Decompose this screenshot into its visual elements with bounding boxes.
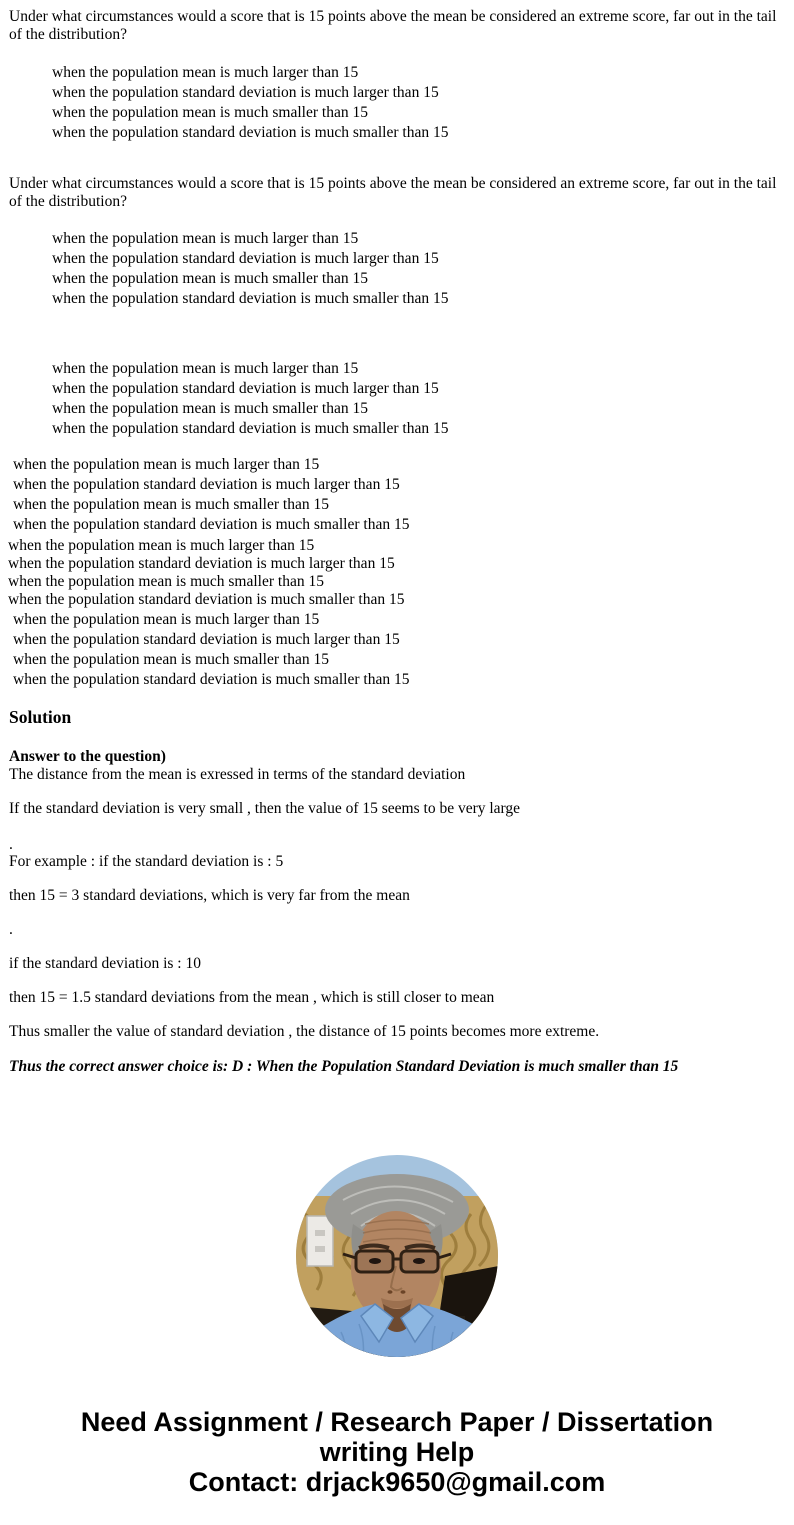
option-item: when the population standard deviation is much larger than 15 [13, 631, 400, 648]
footer-title: Need Assignment / Research Paper / Dissertation writing Help [80, 1406, 714, 1467]
option-item: when the population standard deviation is much larger than 15 [52, 84, 439, 101]
solution-paragraph: if the standard deviation is : 10 [9, 954, 201, 972]
option-item: when the population standard deviation is much larger than 15 [52, 380, 439, 397]
options-list [13, 610, 794, 690]
option-item: when the population mean is much larger than 15 [8, 537, 315, 554]
solution-paragraph: If the standard deviation is very small , then the value of 15 seems to be very large [9, 800, 521, 817]
option-item: when the population mean is much larger than 15 [13, 456, 320, 473]
options-list [52, 229, 794, 309]
answer-conclusion: Thus the correct answer choice is: D : When the Population Standard Deviation is much smaller than 15 [9, 1057, 679, 1075]
option-item: when the population mean is much smaller than 15 [13, 651, 329, 668]
solution-paragraph: then 15 = 1.5 standard deviations from the mean , which is still closer to mean [9, 988, 495, 1006]
option-item: when the population mean is much smaller than 15 [8, 573, 324, 590]
solution-heading: Solution [9, 707, 72, 727]
option-item: when the population standard deviation is much smaller than 15 [8, 591, 405, 608]
answer-heading: Answer to the question) [9, 748, 166, 765]
option-item: when the population standard deviation is much smaller than 15 [13, 671, 410, 688]
question-text: Under what circumstances would a score that is 15 points above the mean be considered an extreme score, far out in the tail of the distribution? [9, 8, 777, 43]
option-item: when the population mean is much smaller than 15 [13, 496, 329, 513]
option-item: when the population mean is much larger than 15 [52, 360, 359, 377]
switch-plate [307, 1216, 333, 1266]
solution-paragraph: . [9, 920, 13, 938]
options-list [8, 537, 794, 609]
option-item: when the population standard deviation is much smaller than 15 [52, 420, 449, 437]
question-text: Under what circumstances would a score that is 15 points above the mean be considered an extreme score, far out in the tail of the distribution? [9, 175, 777, 210]
option-item: when the population mean is much larger than 15 [13, 611, 320, 628]
option-item: when the population mean is much larger than 15 [52, 230, 359, 247]
option-item: when the population standard deviation is much smaller than 15 [52, 290, 449, 307]
option-item: when the population mean is much smaller than 15 [52, 104, 368, 121]
options-list [52, 63, 794, 143]
option-item: when the population mean is much smaller than 15 [52, 400, 368, 417]
tutor-portrait-image [295, 1154, 499, 1358]
option-item: when the population mean is much larger than 15 [52, 64, 359, 81]
solution-paragraph: then 15 = 3 standard deviations, which is very far from the mean [9, 886, 410, 904]
option-item: when the population standard deviation is much larger than 15 [8, 555, 395, 572]
option-item: when the population standard deviation is much smaller than 15 [13, 516, 410, 533]
options-list [13, 455, 794, 535]
footer [0, 1407, 794, 1525]
tutor-photo [0, 1154, 794, 1358]
options-list [52, 359, 794, 439]
footer-contact-email: Contact: drjack9650@gmail.com [188, 1466, 606, 1497]
option-item: when the population standard deviation is much smaller than 15 [52, 124, 449, 141]
solution-paragraph: The distance from the mean is exressed in terms of the standard deviation [9, 766, 466, 783]
option-item: when the population standard deviation is much larger than 15 [13, 476, 400, 493]
option-item: when the population standard deviation is much larger than 15 [52, 250, 439, 267]
solution-paragraph: For example : if the standard deviation is : 5 [9, 852, 284, 870]
solution-paragraph: . [9, 836, 13, 853]
option-item: when the population mean is much smaller than 15 [52, 270, 368, 287]
solution-paragraph: Thus smaller the value of standard deviation , the distance of 15 points becomes more extreme. [9, 1022, 600, 1040]
